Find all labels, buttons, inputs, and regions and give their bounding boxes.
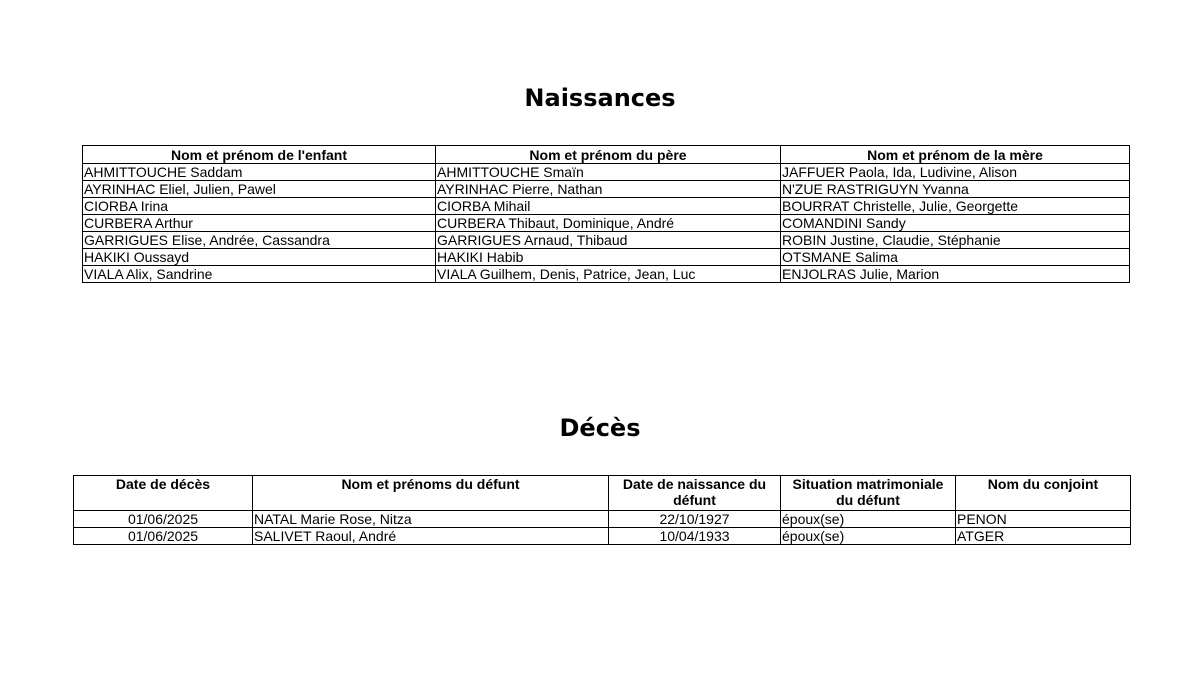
deceased-name-cell: NATAL Marie Rose, Nitza xyxy=(253,511,609,528)
deaths-header-row xyxy=(74,476,1131,511)
marital-status-cell: époux(se) xyxy=(781,528,956,545)
spouse-name-cell: PENON xyxy=(956,511,1131,528)
deaths-table-row xyxy=(74,528,1131,545)
births-table xyxy=(82,145,1130,283)
mother-name-cell: JAFFUER Paola, Ida, Ludivine, Alison xyxy=(781,164,1130,181)
child-name-cell: GARRIGUES Elise, Andrée, Cassandra xyxy=(83,232,436,249)
child-name-cell: AYRINHAC Eliel, Julien, Pawel xyxy=(83,181,436,198)
spouse-name-cell: ATGER xyxy=(956,528,1131,545)
births-section-title: Naissances xyxy=(524,84,676,112)
birth-date-cell: 22/10/1927 xyxy=(609,511,781,528)
death-date-cell: 01/06/2025 xyxy=(74,511,253,528)
deaths-header-death-date: Date de décès xyxy=(74,476,253,511)
births-table-row xyxy=(83,198,1130,215)
deceased-name-cell: SALIVET Raoul, André xyxy=(253,528,609,545)
child-name-cell: AHMITTOUCHE Saddam xyxy=(83,164,436,181)
child-name-cell: CURBERA Arthur xyxy=(83,215,436,232)
births-table-row xyxy=(83,266,1130,283)
births-table-row xyxy=(83,215,1130,232)
births-table-row xyxy=(83,181,1130,198)
father-name-cell: CURBERA Thibaut, Dominique, André xyxy=(436,215,781,232)
father-name-cell: HAKIKI Habib xyxy=(436,249,781,266)
death-date-cell: 01/06/2025 xyxy=(74,528,253,545)
mother-name-cell: OTSMANE Salima xyxy=(781,249,1130,266)
child-name-cell: CIORBA Irina xyxy=(83,198,436,215)
deaths-section-title: Décès xyxy=(559,414,641,442)
father-name-cell: GARRIGUES Arnaud, Thibaud xyxy=(436,232,781,249)
birth-date-cell: 10/04/1933 xyxy=(609,528,781,545)
father-name-cell: CIORBA Mihail xyxy=(436,198,781,215)
marital-status-cell: époux(se) xyxy=(781,511,956,528)
deaths-header-birth-date: Date de naissance du défunt xyxy=(609,476,781,511)
father-name-cell: AYRINHAC Pierre, Nathan xyxy=(436,181,781,198)
deaths-header-spouse-name: Nom du conjoint xyxy=(956,476,1131,511)
child-name-cell: VIALA Alix, Sandrine xyxy=(83,266,436,283)
mother-name-cell: COMANDINI Sandy xyxy=(781,215,1130,232)
deaths-header-deceased-name: Nom et prénoms du défunt xyxy=(253,476,609,511)
births-table-row xyxy=(83,232,1130,249)
deaths-table-row xyxy=(74,511,1131,528)
deaths-header-marital-status: Situation matrimoniale du défunt xyxy=(781,476,956,511)
mother-name-cell: BOURRAT Christelle, Julie, Georgette xyxy=(781,198,1130,215)
mother-name-cell: ROBIN Justine, Claudie, Stéphanie xyxy=(781,232,1130,249)
mother-name-cell: N'ZUE RASTRIGUYN Yvanna xyxy=(781,181,1130,198)
births-header-father: Nom et prénom du père xyxy=(436,146,781,164)
births-header-row xyxy=(83,146,1130,164)
births-table-row xyxy=(83,164,1130,181)
father-name-cell: AHMITTOUCHE Smaïn xyxy=(436,164,781,181)
births-header-mother: Nom et prénom de la mère xyxy=(781,146,1130,164)
mother-name-cell: ENJOLRAS Julie, Marion xyxy=(781,266,1130,283)
births-table-row xyxy=(83,249,1130,266)
child-name-cell: HAKIKI Oussayd xyxy=(83,249,436,266)
births-header-child: Nom et prénom de l'enfant xyxy=(83,146,436,164)
deaths-table xyxy=(73,475,1131,545)
father-name-cell: VIALA Guilhem, Denis, Patrice, Jean, Luc xyxy=(436,266,781,283)
